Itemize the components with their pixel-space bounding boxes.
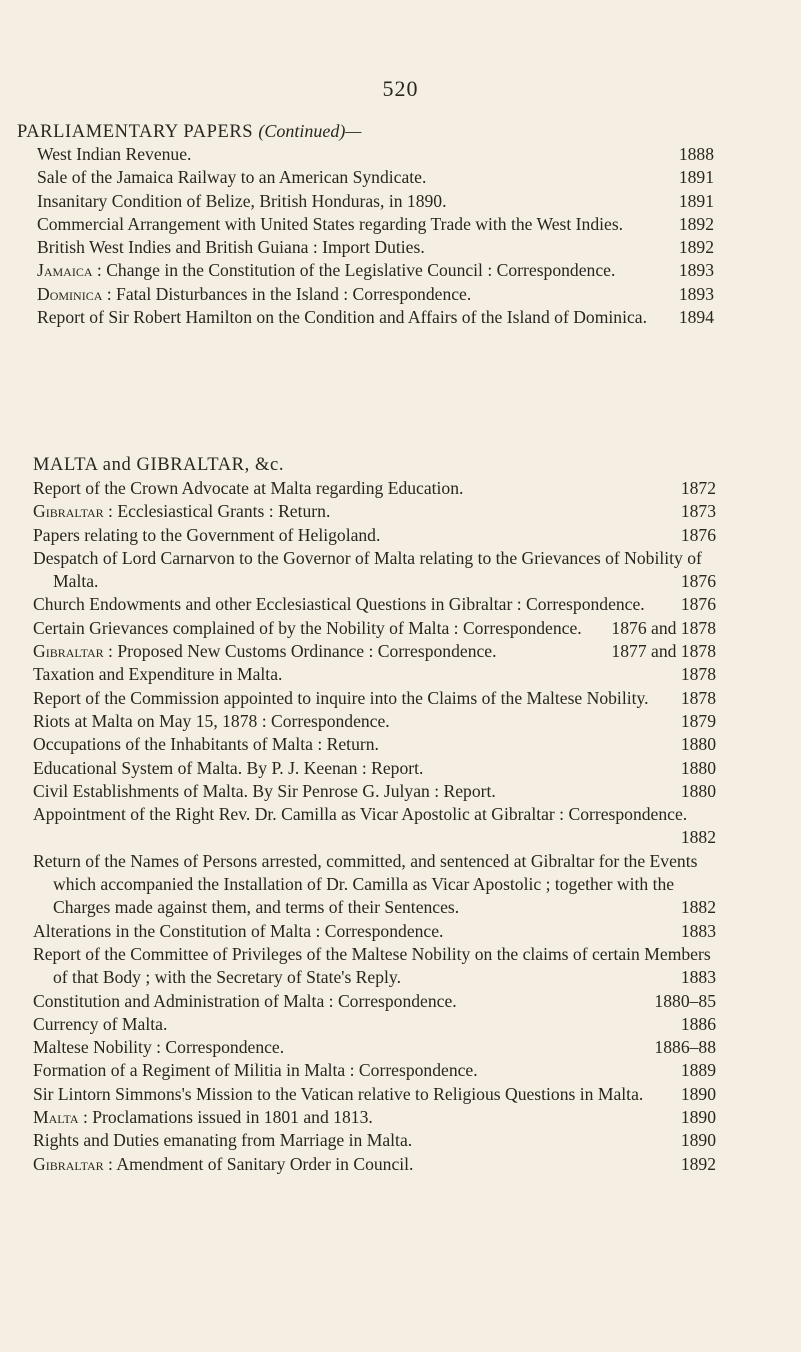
entry-year: 1890 [680, 1083, 716, 1104]
section-malta-gibraltar [0, 453, 801, 1176]
entry-text: Insanitary Condition of Belize, British Honduras, in 1890. [37, 190, 447, 211]
entry-text: Report of the Commission appointed to inquire into the Claims of the Maltese Nobility. [33, 687, 649, 708]
list-item [37, 143, 714, 166]
entry-year: 1876 [680, 524, 716, 545]
list-item [33, 1013, 716, 1036]
entry-text: Return of the Names of Persons arrested, committed, and sentenced at Gibraltar for the Events which accompanied the Installation of Dr. Camilla as Vicar Apostolic ; together with the Charges made against them, and terms of their Sentences. [33, 850, 698, 918]
entry-year: 1886 [680, 1013, 716, 1034]
entry-text: Appointment of the Right Rev. Dr. Camilla as Vicar Apostolic at Gibraltar : Correspondence. [33, 804, 688, 825]
entry-text: Occupations of the Inhabitants of Malta : Return. [33, 734, 379, 755]
entry-year: 1880–85 [654, 990, 716, 1011]
entry-text: Report of the Committee of Privileges of the Maltese Nobility on the claims of certain Members of that Body ; with the Secretary of State's Reply. [33, 943, 711, 988]
list-item [33, 1083, 716, 1106]
entry-year: 1876 [680, 571, 716, 592]
entry-prefix: Gibraltar [33, 641, 104, 662]
entry-year: 1893 [678, 260, 714, 281]
section-heading [0, 119, 801, 143]
entry-text: West Indian Revenue. [37, 144, 192, 164]
list-item [37, 190, 714, 213]
entry-year: 1889 [680, 1060, 716, 1081]
entry-text: Currency of Malta. [33, 1013, 168, 1034]
list-item [37, 166, 714, 189]
list-item [33, 547, 716, 594]
entry-year: 1883 [680, 920, 716, 941]
entry-year: 1878 [680, 664, 716, 685]
heading-continued: (Continued)— [258, 121, 362, 141]
list-item [33, 524, 716, 547]
entry-text: : Change in the Constitution of the Legislative Council : Correspondence. [92, 260, 616, 281]
list-item [33, 593, 716, 616]
list-item [33, 1106, 716, 1129]
entry-year: 1882 [680, 897, 716, 918]
entry-text: Rights and Duties emanating from Marriage in Malta. [33, 1130, 413, 1151]
entry-year: 1880 [680, 780, 716, 801]
heading-text: PARLIAMENTARY PAPERS [17, 122, 254, 142]
entry-text: Papers relating to the Government of Heligoland. [33, 524, 381, 545]
entry-year: 1880 [680, 757, 716, 778]
list-item [33, 733, 716, 756]
list-item [33, 640, 716, 663]
entry-year: 1892 [680, 1153, 716, 1174]
entry-prefix: Malta [33, 1107, 79, 1128]
entry-year: 1876 [680, 594, 716, 615]
entry-year: 1890 [680, 1107, 716, 1128]
entry-year: 1872 [680, 478, 716, 498]
entry-year: 1873 [680, 501, 716, 522]
list-item [37, 236, 714, 259]
entry-text: : Fatal Disturbances in the Island : Correspondence. [102, 283, 472, 304]
list-item [33, 1036, 716, 1059]
entry-text: Riots at Malta on May 15, 1878 : Correspondence. [33, 710, 390, 731]
list-item [33, 617, 716, 640]
entry-text: : Amendment of Sanitary Order in Council. [103, 1153, 414, 1174]
entry-year: 1883 [680, 967, 716, 988]
entry-year: 1886–88 [654, 1037, 716, 1058]
entry-year: 1891 [678, 190, 714, 211]
list-item [33, 803, 716, 850]
entry-text: Sale of the Jamaica Railway to an American Syndicate. [37, 167, 427, 188]
entry-year: 1882 [680, 827, 716, 848]
entry-prefix: Dominica [37, 283, 103, 304]
list-item [33, 500, 716, 523]
list-item [33, 850, 716, 920]
list-item [37, 259, 714, 282]
list-item [33, 757, 716, 780]
entry-text: Educational System of Malta. By P. J. Keenan : Report. [33, 757, 424, 778]
entry-year: 1893 [678, 283, 714, 304]
list-item [33, 710, 716, 733]
list-item [37, 306, 714, 329]
entry-text: Report of the Crown Advocate at Malta regarding Education. [33, 478, 464, 498]
list-item [33, 780, 716, 803]
entry-year: 1891 [678, 167, 714, 188]
entry-text: Certain Grievances complained of by the Nobility of Malta : Correspondence. [33, 617, 582, 638]
entry-text: : Ecclesiastical Grants : Return. [103, 501, 331, 522]
list-item [33, 990, 716, 1013]
entry-text: Church Endowments and other Ecclesiastical Questions in Gibraltar : Correspondence. [33, 594, 645, 615]
entry-prefix: Gibraltar [33, 501, 104, 522]
list-item [33, 477, 716, 500]
entry-year: 1878 [680, 687, 716, 708]
entry-year: 1890 [680, 1130, 716, 1151]
list-item [37, 213, 714, 236]
entry-text: Commercial Arrangement with United States regarding Trade with the West Indies. [37, 213, 624, 234]
list-item [33, 687, 716, 710]
list-item [33, 1153, 716, 1176]
entry-text: Taxation and Expenditure in Malta. [33, 664, 283, 685]
entry-text: Sir Lintorn Simmons's Mission to the Vatican relative to Religious Questions in Malta. [33, 1083, 644, 1104]
section-heading: MALTA and GIBRALTAR, &c. [33, 455, 285, 475]
list-item [33, 1129, 716, 1152]
entry-year: 1892 [678, 237, 714, 258]
list-item [33, 920, 716, 943]
entry-text: Report of Sir Robert Hamilton on the Condition and Affairs of the Island of Dominica. [37, 307, 647, 328]
entry-year: 1892 [678, 213, 714, 234]
page-number: 520 [382, 76, 419, 101]
list-item [33, 1059, 716, 1082]
section-parliamentary-papers [0, 119, 801, 329]
entry-text: Maltese Nobility : Correspondence. [33, 1037, 285, 1058]
entry-year: 1880 [680, 734, 716, 755]
entry-text: Formation of a Regiment of Militia in Malta : Correspondence. [33, 1060, 478, 1081]
list-item [33, 663, 716, 686]
entry-text: : Proposed New Customs Ordinance : Correspondence. [103, 641, 497, 662]
entry-year: 1894 [678, 307, 714, 328]
list-item [37, 283, 714, 306]
entry-year: 1877 and 1878 [611, 641, 716, 662]
entry-text: Alterations in the Constitution of Malta : Correspondence. [33, 920, 444, 941]
entry-text: Constitution and Administration of Malta : Correspondence. [33, 990, 457, 1011]
list-item [33, 943, 716, 990]
entry-text: Civil Establishments of Malta. By Sir Penrose G. Julyan : Report. [33, 780, 496, 801]
entry-prefix: Jamaica [37, 260, 93, 281]
entry-prefix: Gibraltar [33, 1153, 104, 1174]
entry-year: 1879 [680, 710, 716, 731]
entry-list [33, 477, 716, 1176]
entry-list [37, 143, 714, 329]
entry-year: 1888 [678, 144, 714, 164]
entry-text: British West Indies and British Guiana : Import Duties. [37, 237, 425, 258]
entry-year: 1876 and 1878 [611, 617, 716, 638]
entry-text: Despatch of Lord Carnarvon to the Governor of Malta relating to the Grievances of Nobility of Malta. [33, 547, 702, 592]
entry-text: : Proclamations issued in 1801 and 1813. [78, 1107, 373, 1128]
